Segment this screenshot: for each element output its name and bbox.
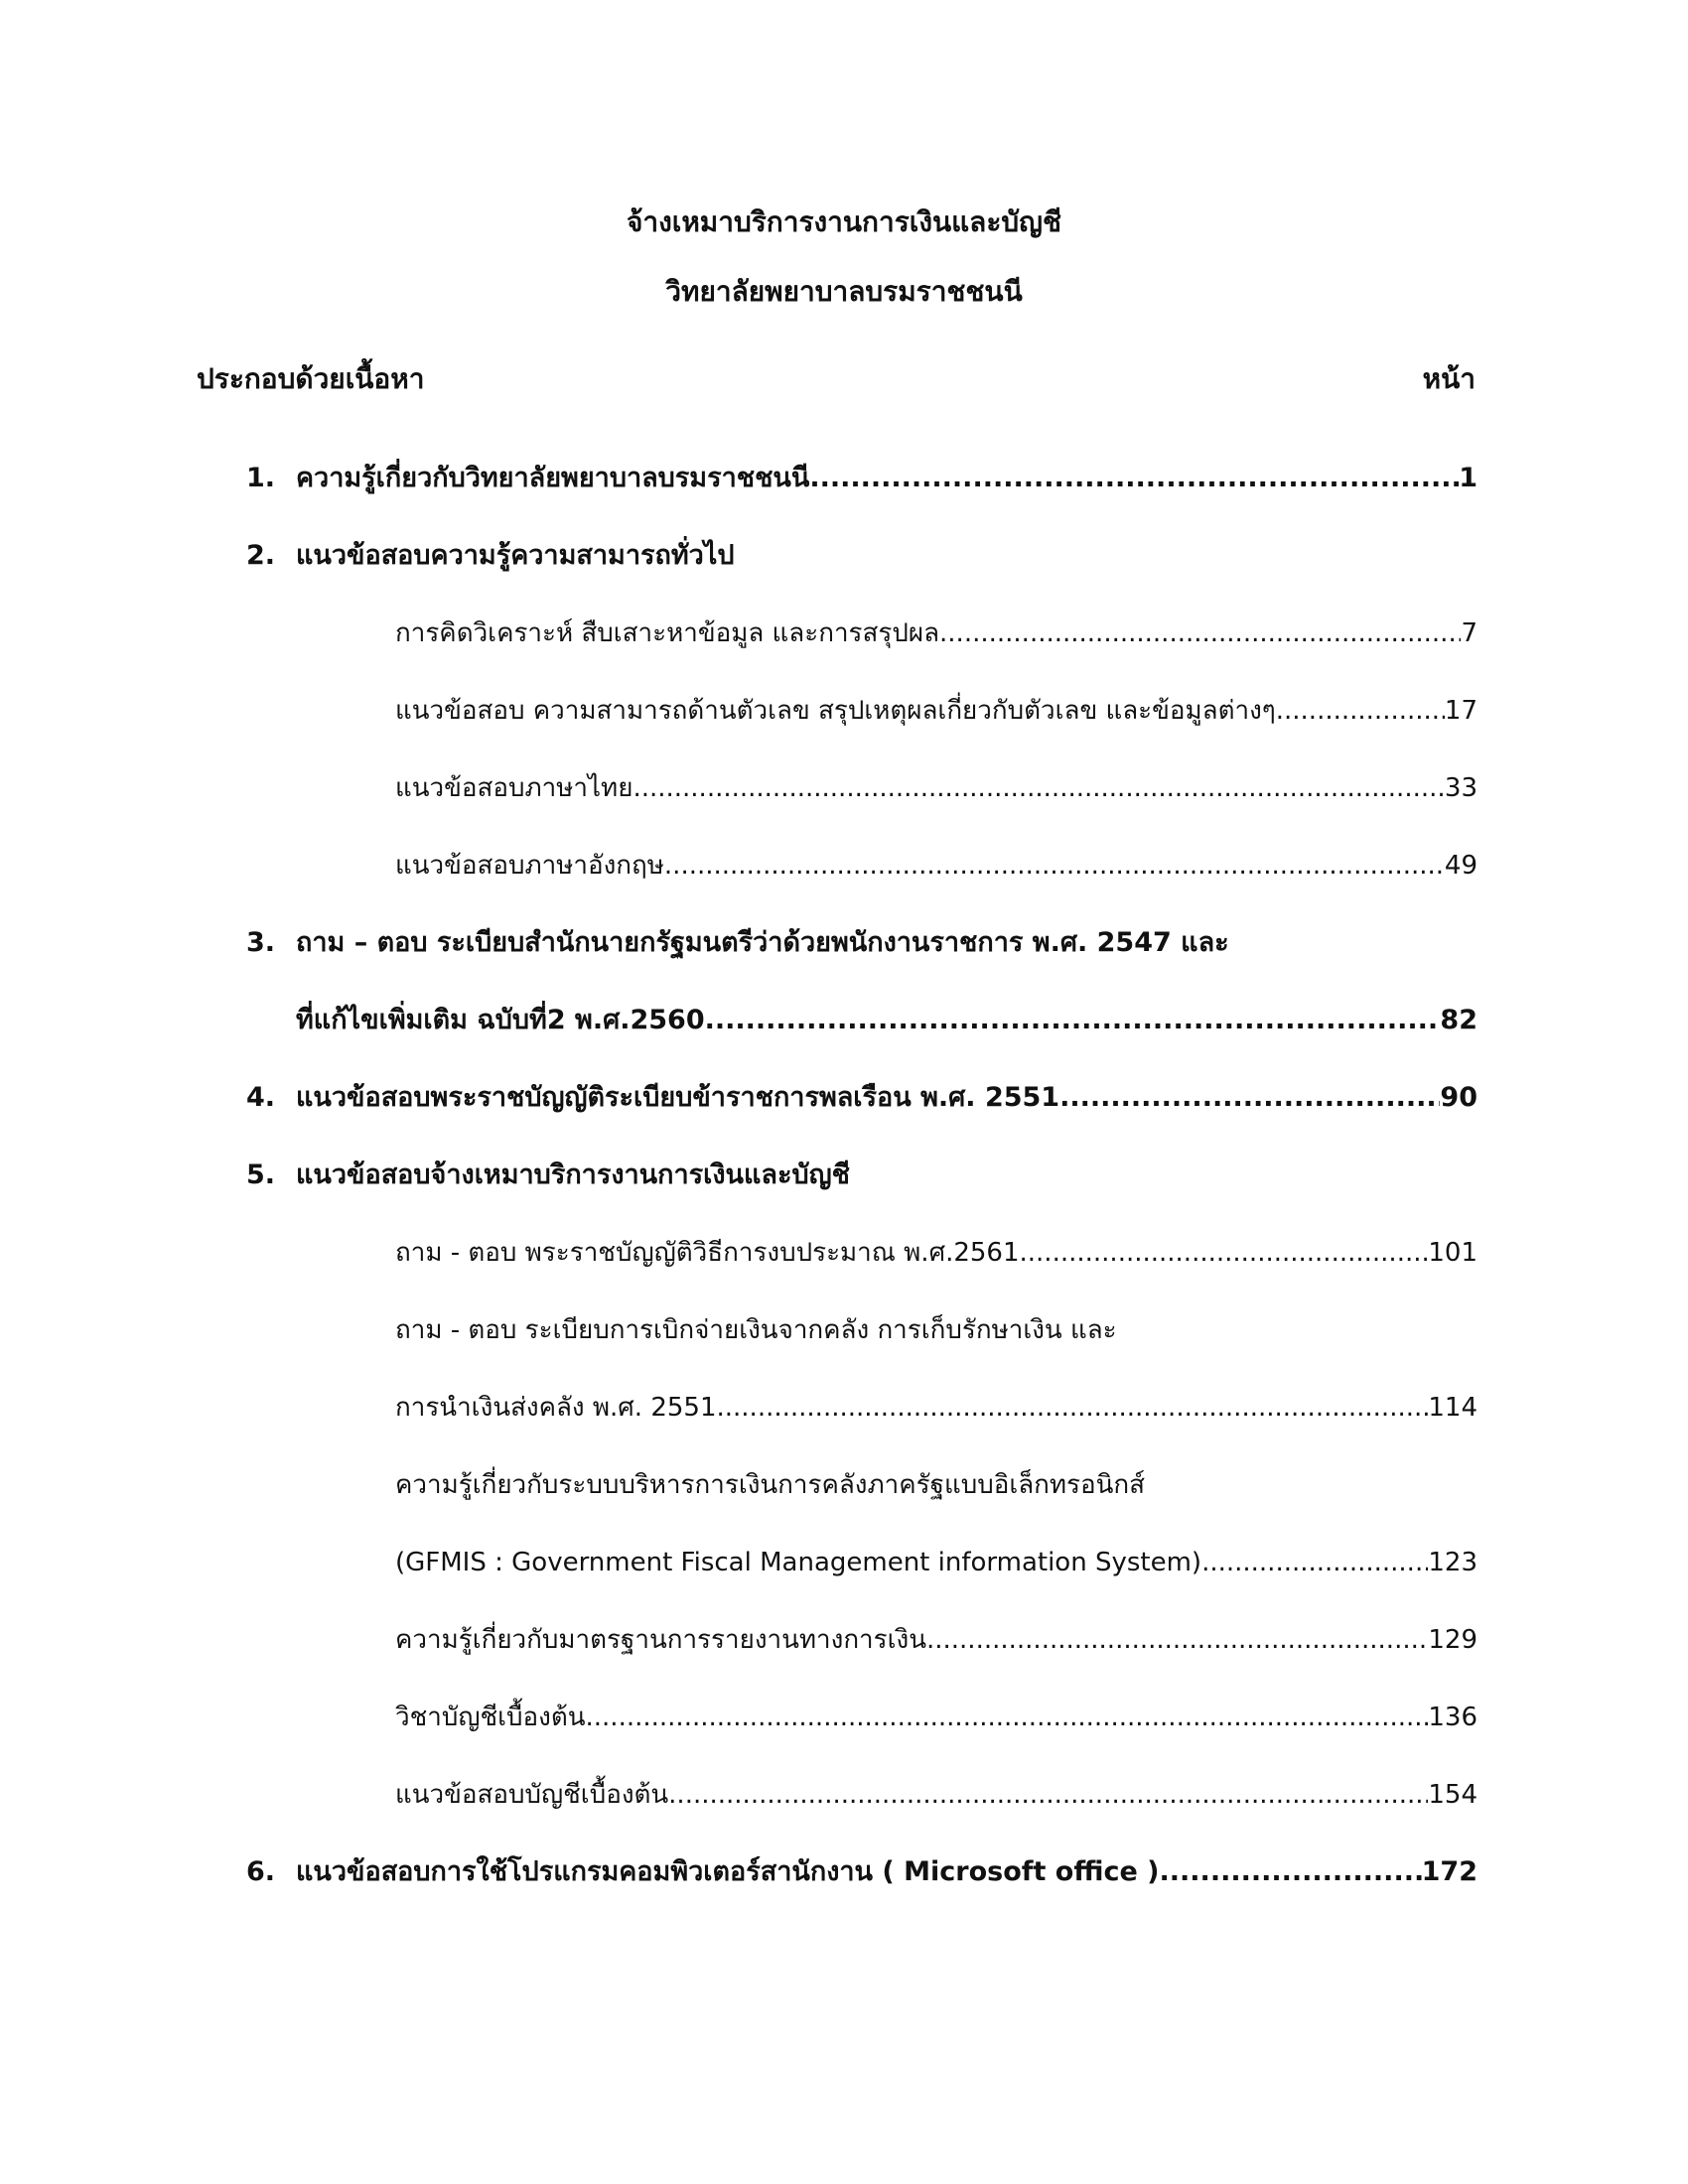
toc-entry-title: ความรู้เกี่ยวกับวิทยาลัยพยาบาลบรมราชชนนี [296,463,810,493]
toc-entry-number: 3. [246,927,276,958]
toc-subentry-page: 101 [1428,1238,1477,1268]
toc-dot-leader [1276,691,1445,731]
toc-dot-leader [633,768,1444,808]
toc-entry-number: 5. [246,1160,276,1190]
toc-dot-leader [1160,1852,1422,1892]
toc-entry-title: แนวข้อสอบจ้างเหมาบริการงานการเงินและบัญชี [296,1160,850,1190]
toc-entry-page: 172 [1421,1856,1477,1887]
toc-entry [246,1852,1477,1892]
toc-dot-leader [717,1388,1429,1428]
toc-entry [246,1156,1477,1195]
toc-entry [246,923,1477,963]
toc-subentry [395,614,1477,653]
toc-dot-leader [586,1698,1429,1737]
toc-entry-number: 2. [246,540,276,571]
toc-subentry [395,1310,1477,1350]
page-column-label: หน้า [1422,362,1476,395]
document-title: จ้างเหมาบริการงานการเงินและบัญชี [626,205,1062,238]
toc-subentry-page: 154 [1428,1780,1477,1810]
toc-subentry-page: 123 [1428,1548,1477,1577]
toc-subentry-page: 49 [1444,851,1477,881]
toc-dot-leader [705,1001,1441,1040]
toc-subentry-page: 114 [1428,1393,1477,1423]
toc-subentry-page: 33 [1444,773,1477,803]
toc-subentry-title: ความรู้เกี่ยวกับระบบบริหารการเงินการคลังภาครัฐแบบอิเล็กทรอนิกส์ [395,1470,1145,1500]
toc-dot-leader [926,1620,1428,1660]
toc-subentry-title: แนวข้อสอบบัญชีเบื้องต้น [395,1780,669,1810]
toc-dot-leader [809,459,1459,498]
toc-subentry-title: วิชาบัญชีเบื้องต้น [395,1703,586,1732]
toc-entry-continuation [296,1001,1477,1040]
toc-entry-number: 6. [246,1856,276,1887]
toc-entry-title: แนวข้อสอบความรู้ความสามารถทั่วไป [296,540,735,571]
toc-subentry [395,1465,1477,1505]
toc-entry-title: ถาม – ตอบ ระเบียบสำนักนายกรัฐมนตรีว่าด้วยพนักงานราชการ พ.ศ. 2547 และ [296,927,1229,958]
toc-entry [246,459,1477,498]
toc-subentry-page: 7 [1461,618,1477,648]
toc-subentry [395,1233,1477,1273]
toc-subentry [395,1620,1477,1660]
toc-subentry-page: 136 [1428,1703,1477,1732]
toc-subentry-title: การนำเงินส่งคลัง พ.ศ. 2551 [395,1393,717,1423]
toc-subentry-title: แนวข้อสอบ ความสามารถด้านตัวเลข สรุปเหตุผลเกี่ยวกับตัวเลข และข้อมูลต่างๆ [395,696,1276,726]
toc-entry-title: แนวข้อสอบพระราชบัญญัติระเบียบข้าราชการพลเรือน พ.ศ. 2551 [296,1082,1060,1113]
toc-dot-leader [1020,1233,1429,1273]
toc-entry-number: 1. [246,463,276,493]
toc-entry [246,1078,1477,1118]
toc-subentry-title: แนวข้อสอบภาษาไทย [395,773,633,803]
toc-subentry [395,1543,1477,1582]
toc-entry-page: 1 [1459,463,1477,493]
toc-dot-leader [668,1775,1428,1815]
toc-subentry [395,691,1477,731]
toc-subentry [395,846,1477,886]
toc-subentry-page: 17 [1444,696,1477,726]
toc-subentry-title: (GFMIS : Government Fiscal Management information System) [395,1548,1202,1577]
toc-subentry-title: ถาม - ตอบ พระราชบัญญัติวิธีการงบประมาณ พ.ศ.2561 [395,1238,1020,1268]
toc-subentry-title: ถาม - ตอบ ระเบียบการเบิกจ่ายเงินจากคลัง การเก็บรักษาเงิน และ [395,1315,1117,1345]
toc-entry [246,536,1477,576]
toc-subentry-title: ความรู้เกี่ยวกับมาตรฐานการรายงานทางการเงิน [395,1625,926,1655]
toc-subentry [395,1775,1477,1815]
toc-subentry-title: แนวข้อสอบภาษาอังกฤษ [395,851,664,881]
toc-dot-leader [1201,1543,1428,1582]
toc-subentry [395,1698,1477,1737]
document-subtitle: วิทยาลัยพยาบาลบรมราชชนนี [665,275,1023,308]
toc-entry-title: แนวข้อสอบการใช้โปรแกรมคอมพิวเตอร์สานักงาน ( Microsoft office ) [296,1856,1160,1887]
toc-subentry [395,768,1477,808]
contents-label: ประกอบด้วยเนื้อหา [197,362,425,395]
toc-dot-leader [1059,1078,1440,1118]
toc-subentry [395,1388,1477,1428]
toc-entry-number: 4. [246,1082,276,1113]
toc-subentry-page: 129 [1428,1625,1477,1655]
toc-entry-page: 82 [1440,1005,1477,1035]
toc-dot-leader [939,614,1461,653]
toc-entry-page: 90 [1440,1082,1477,1113]
toc-entry-title: ที่แก้ไขเพิ่มเติม ฉบับที่2 พ.ศ.2560 [296,1005,705,1035]
toc-dot-leader [664,846,1445,886]
toc-subentry-title: การคิดวิเคราะห์ สืบเสาะหาข้อมูล และการสรุปผล [395,618,940,648]
